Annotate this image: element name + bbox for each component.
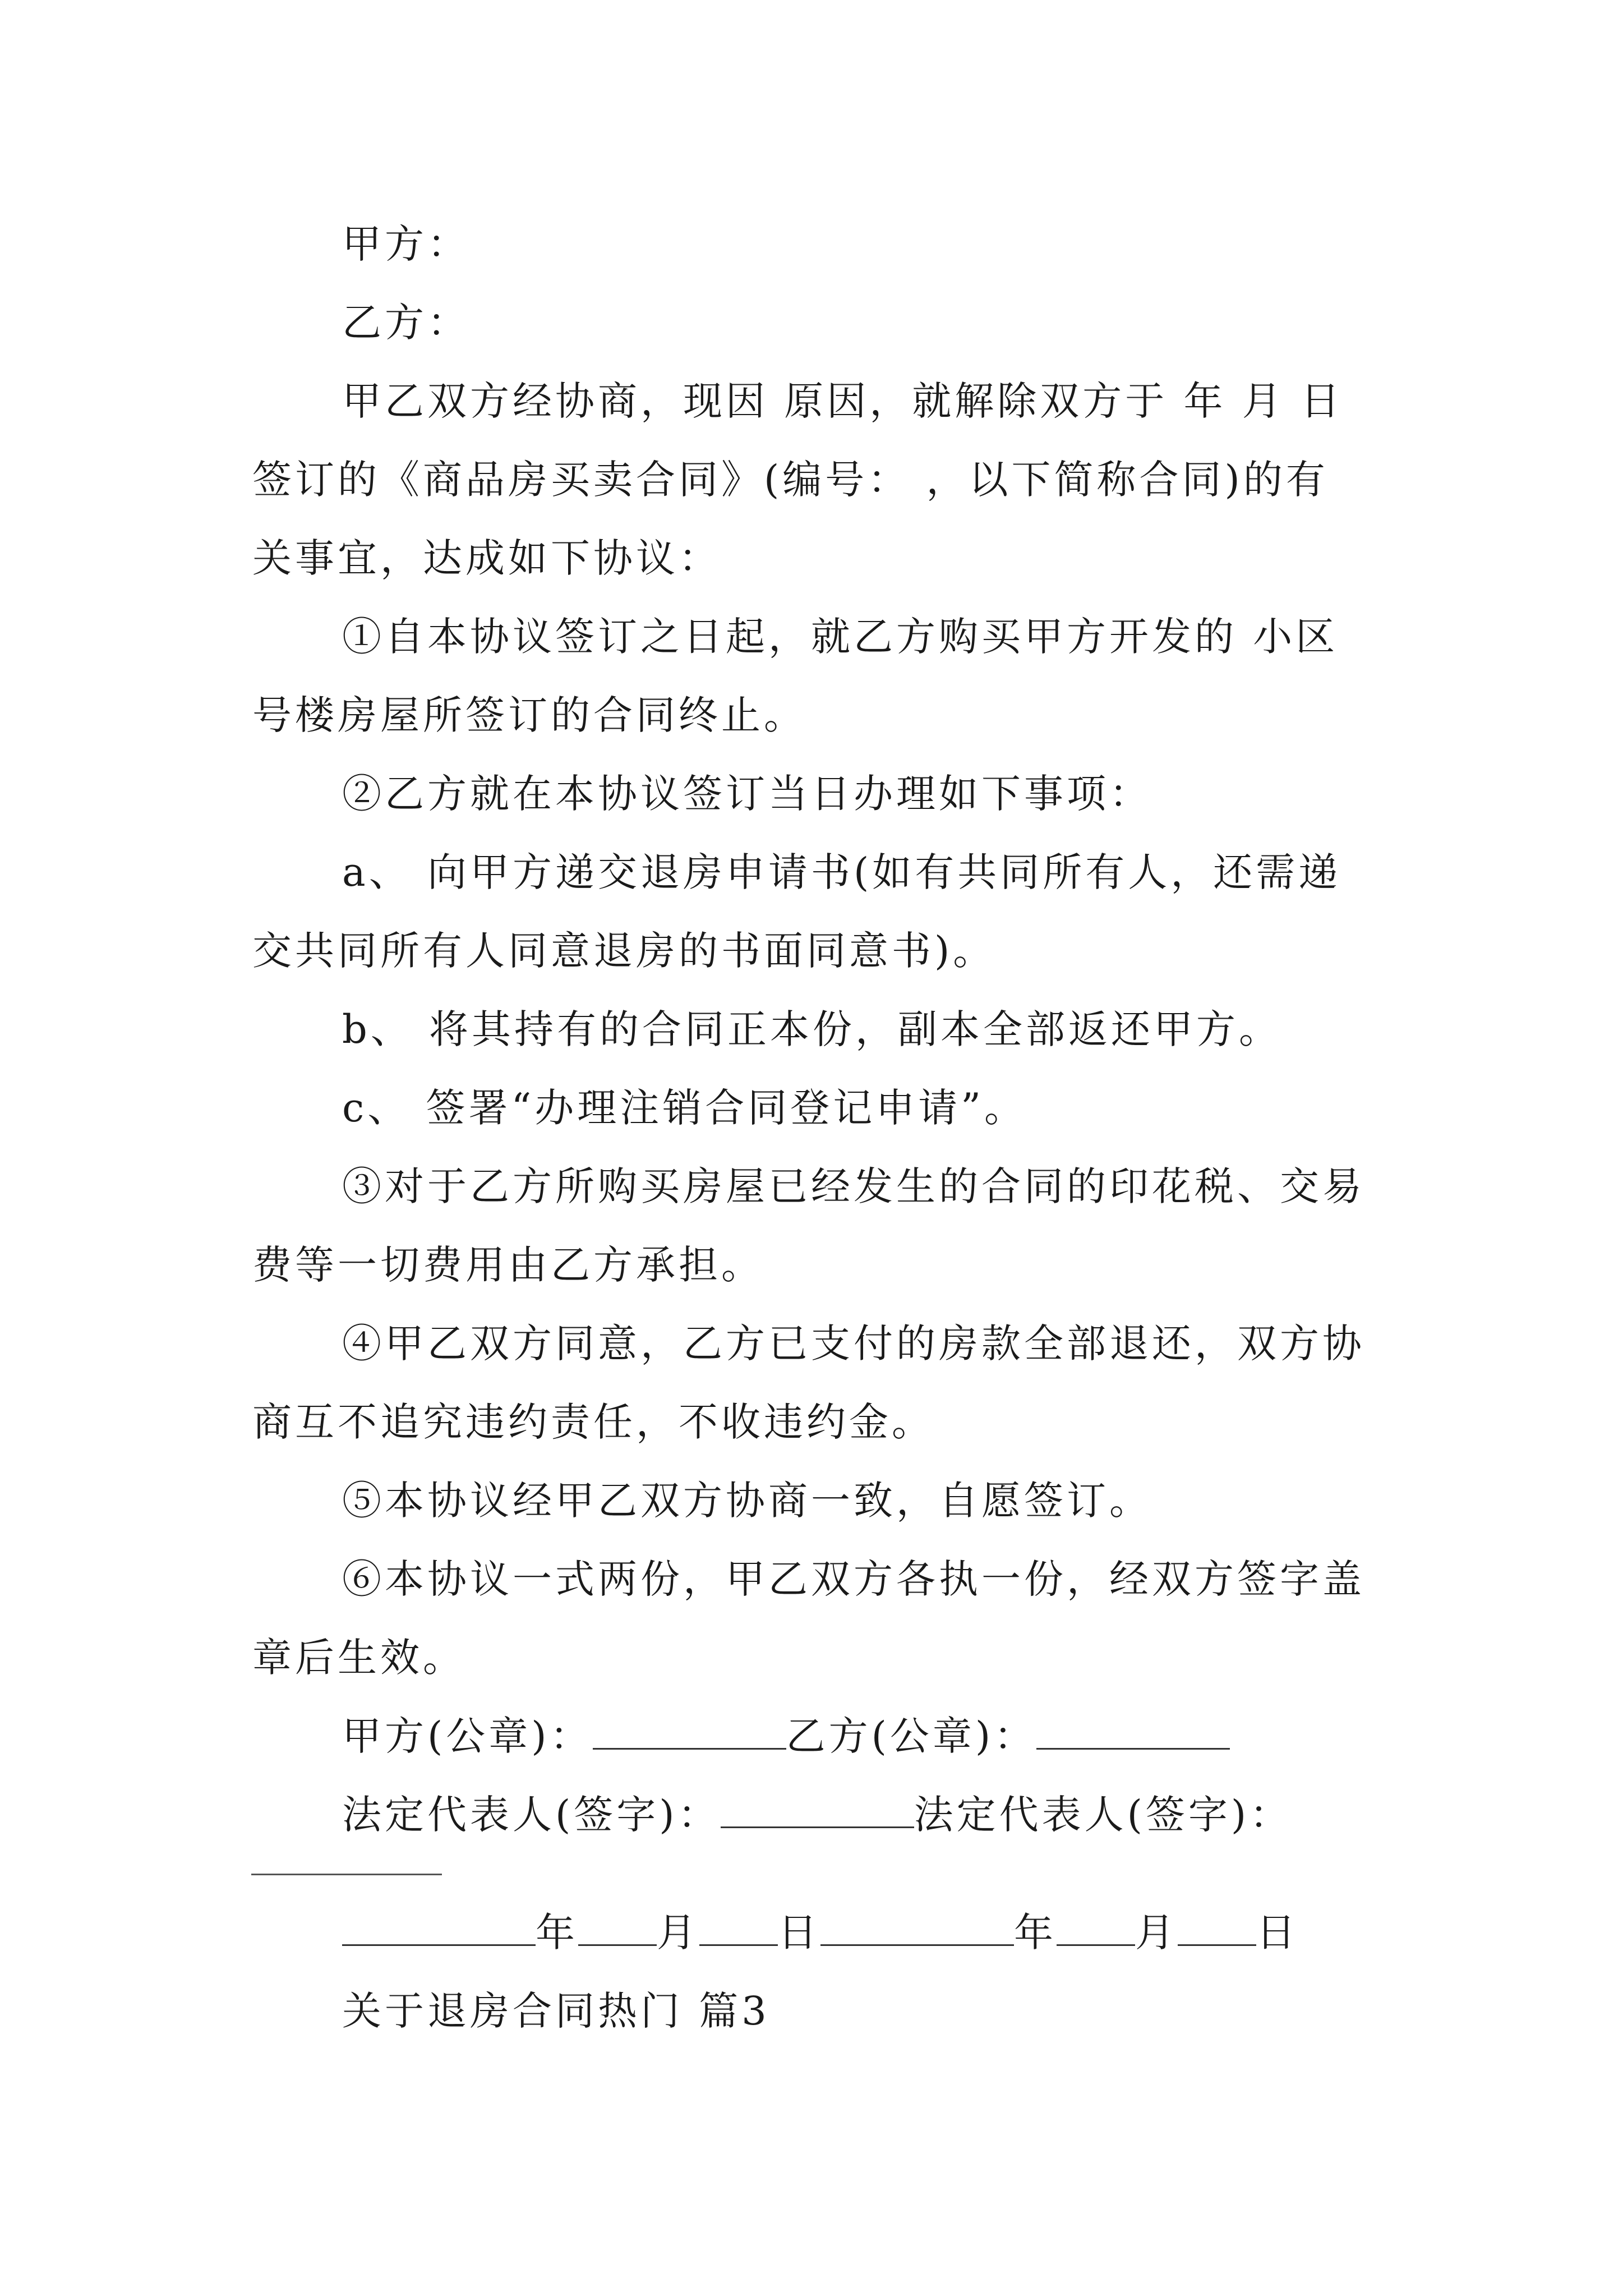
party-b-seal-blank — [1036, 1717, 1230, 1750]
item-2b-line: b、 将其持有的合同正本份，副本全部返还甲方。 — [342, 1006, 1282, 1052]
day-a-blank — [699, 1913, 778, 1946]
year-a-blank — [342, 1913, 536, 1946]
item-2c-line: c、 签署“办理注销合同登记申请”。 — [342, 1085, 1027, 1131]
item-4-line-2: 商互不追究违约责任，不收违约金。 — [252, 1399, 934, 1445]
day-b-label: 日 — [1256, 1910, 1299, 1955]
rep-line — [252, 1775, 1380, 1854]
item-4-line-1: ④甲乙双方同意，乙方已支付的房款全部退还，双方协 — [342, 1320, 1365, 1366]
month-b-label: 月 — [1135, 1910, 1178, 1955]
next-section-heading: 关于退房合同热门 篇3 — [342, 1988, 770, 2034]
item-6-line-2: 章后生效。 — [252, 1635, 465, 1681]
date-and-heading — [252, 1893, 1380, 2050]
rep-a-blank — [721, 1795, 914, 1828]
year-b-blank — [820, 1913, 1014, 1946]
month-a-label: 月 — [657, 1910, 699, 1955]
month-b-blank — [1057, 1913, 1135, 1946]
year-b-label: 年 — [1014, 1910, 1057, 1955]
party-b-line: 乙方： — [342, 300, 470, 346]
item-3-line-1: ③对于乙方所购买房屋已经发生的合同的印花税、交易 — [342, 1163, 1365, 1209]
intro-line-3: 关事宜，达成如下协议： — [252, 535, 721, 581]
month-a-blank — [578, 1913, 657, 1946]
day-a-label: 日 — [778, 1910, 820, 1955]
item-2a-line-2: 交共同所有人同意退房的书面同意书)。 — [252, 928, 996, 974]
party-b-seal-label: 乙方(公章)： — [786, 1713, 1037, 1759]
party-a-seal-blank — [593, 1717, 786, 1750]
item-1-line-2: 号楼房屋所签订的合同终止。 — [252, 692, 806, 738]
year-a-label: 年 — [536, 1910, 578, 1955]
item-5-line: ⑤本协议经甲乙双方协商一致，自愿签订。 — [342, 1478, 1152, 1524]
party-a-seal-label: 甲方(公章)： — [342, 1713, 593, 1759]
item-1-line-1: ①自本协议签订之日起，就乙方购买甲方开发的 小区 — [342, 614, 1339, 660]
item-2-line: ②乙方就在本协议签订当日办理如下事项： — [342, 771, 1152, 817]
seal-line — [252, 1697, 1380, 1775]
intro-line-2: 签订的《商品房买卖合同》(编号： ，以下简称合同)的有 — [252, 457, 1329, 503]
item-6-line-1: ⑥本协议一式两份，甲乙双方各执一份，经双方签字盖 — [342, 1556, 1365, 1602]
rep-b-label: 法定代表人(签字)： — [914, 1792, 1293, 1838]
day-b-blank — [1178, 1913, 1256, 1946]
intro-line-1: 甲乙双方经协商，现因 原因，就解除双方于 年 月 日 — [342, 378, 1344, 424]
item-3-line-2: 费等一切费用由乙方承担。 — [252, 1242, 764, 1288]
party-a-line: 甲方： — [342, 221, 470, 267]
agreement-body — [252, 205, 1380, 1854]
item-2a-line-1: a、 向甲方递交退房申请书(如有共同所有人，还需递 — [342, 849, 1341, 895]
rep-b-blank-continued — [251, 1874, 442, 1875]
date-line — [252, 1893, 1380, 1972]
rep-a-label: 法定代表人(签字)： — [342, 1792, 721, 1838]
